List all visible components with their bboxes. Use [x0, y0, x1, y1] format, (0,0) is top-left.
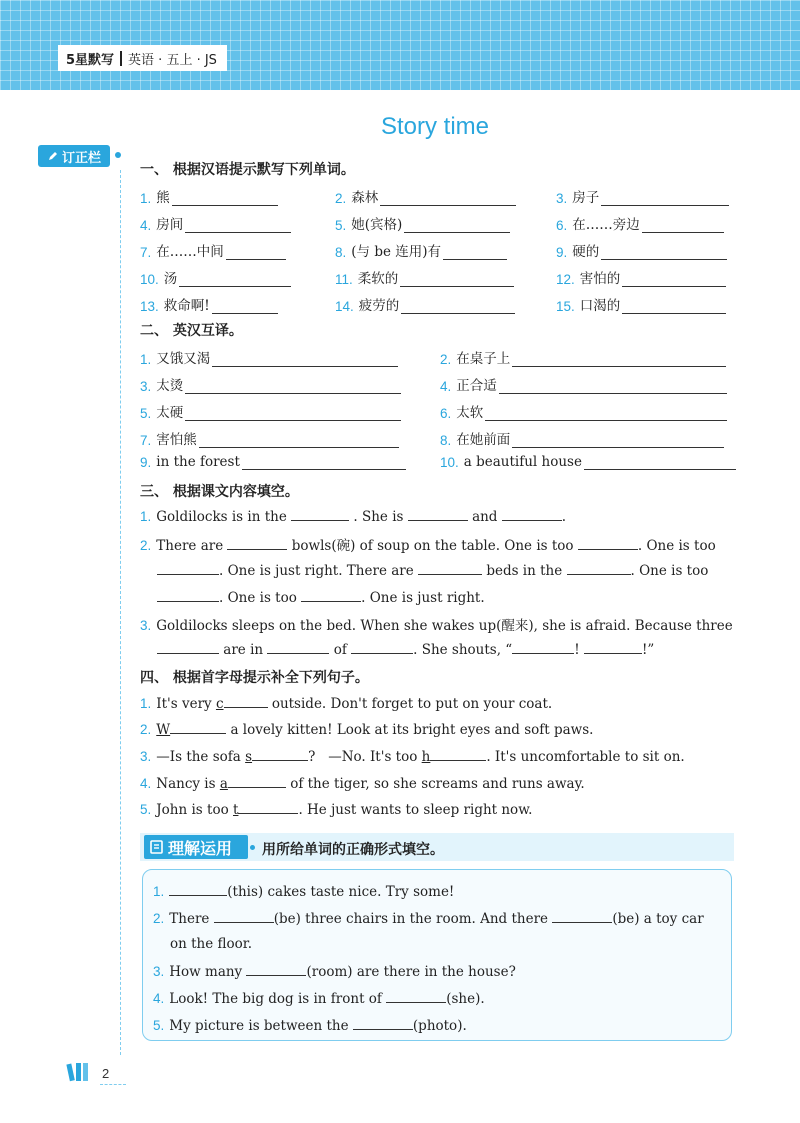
- answer-blank[interactable]: [584, 455, 736, 470]
- answer-blank[interactable]: [185, 406, 401, 421]
- answer-blank[interactable]: [386, 989, 446, 1003]
- list-item: 11. 柔软的: [335, 267, 514, 287]
- answer-blank[interactable]: [224, 694, 268, 708]
- list-item: 10. 汤: [140, 267, 291, 287]
- tag-divider: [120, 51, 122, 66]
- correction-divider: [120, 170, 121, 1055]
- answer-blank[interactable]: [185, 379, 401, 394]
- pencil-icon: [47, 150, 59, 162]
- answer-blank[interactable]: [400, 272, 514, 287]
- answer-blank[interactable]: [169, 882, 227, 896]
- list-item: 8. (与 be 连用)有: [335, 240, 507, 260]
- answer-blank[interactable]: [185, 218, 291, 233]
- answer-blank[interactable]: [212, 352, 398, 367]
- question-line: 4. Look! The big dog is in front of (she).: [153, 991, 485, 1007]
- section2-heading: 二、 英汉互译。: [140, 323, 243, 339]
- answer-blank[interactable]: [552, 909, 612, 923]
- answer-blank[interactable]: [418, 561, 482, 575]
- answer-blank[interactable]: [404, 218, 510, 233]
- answer-blank[interactable]: [408, 507, 468, 521]
- question-line: 3. Goldilocks sleeps on the bed. When she wakes up(醒来), she is afraid. Because three: [140, 618, 733, 634]
- books-icon: [66, 1060, 96, 1082]
- answer-blank[interactable]: [584, 640, 642, 654]
- question-line: . One is just right. There are beds in the . One is too: [157, 561, 708, 579]
- answer-blank[interactable]: [622, 272, 726, 287]
- answer-blank[interactable]: [351, 640, 413, 654]
- subject-label: 英语 · 五上 · JS: [128, 52, 217, 68]
- list-item: 2. 森林: [335, 186, 516, 206]
- question-line: 1. It's very c outside. Don't forget to put on your coat.: [140, 696, 553, 712]
- answer-blank[interactable]: [443, 245, 507, 260]
- question-line: are in of . She shouts, “ ! !”: [157, 640, 654, 658]
- list-item: 13. 救命啊!: [140, 294, 278, 314]
- section5-badge: [144, 835, 248, 859]
- answer-blank[interactable]: [267, 640, 329, 654]
- list-item: 14. 疲劳的: [335, 294, 515, 314]
- list-item: 8. 在她前面: [440, 428, 724, 448]
- answer-blank[interactable]: [238, 800, 298, 814]
- list-item: 12. 害怕的: [556, 267, 726, 287]
- answer-blank[interactable]: [485, 406, 727, 421]
- answer-blank[interactable]: [502, 507, 562, 521]
- answer-blank[interactable]: [512, 352, 726, 367]
- section5-instruction: 用所给单词的正确形式填空。: [262, 842, 444, 858]
- answer-blank[interactable]: [172, 191, 278, 206]
- question-line: 2. There are bowls(碗) of soup on the table. One is too . One is too: [140, 538, 716, 554]
- answer-blank[interactable]: [214, 909, 274, 923]
- list-item: 6. 太软: [440, 401, 727, 421]
- list-item: 10. a beautiful house: [440, 454, 736, 470]
- answer-blank[interactable]: [353, 1016, 413, 1030]
- list-item: 5. 太硬: [140, 401, 401, 421]
- page-number: 2: [102, 1066, 110, 1081]
- page-number-rule: [100, 1084, 126, 1085]
- answer-blank[interactable]: [242, 455, 406, 470]
- answer-blank[interactable]: [199, 433, 399, 448]
- answer-blank[interactable]: [601, 245, 727, 260]
- answer-blank[interactable]: [430, 747, 486, 761]
- question-line: 1. (this) cakes taste nice. Try some!: [153, 884, 455, 900]
- answer-blank[interactable]: [246, 962, 306, 976]
- answer-blank[interactable]: [291, 507, 349, 521]
- list-item: 1. 熊: [140, 186, 278, 206]
- question-line: 5. My picture is between the (photo).: [153, 1018, 467, 1034]
- answer-blank[interactable]: [179, 272, 291, 287]
- page-title: Story time: [380, 113, 490, 140]
- list-item: 3. 太烫: [140, 374, 401, 394]
- question-line: 1. Goldilocks is in the . She is and .: [140, 509, 567, 525]
- list-item: 7. 在……中间: [140, 240, 286, 260]
- section5-badge-label: 理解运用: [168, 838, 233, 858]
- answer-blank[interactable]: [499, 379, 727, 394]
- section1-heading: 一、 根据汉语提示默写下列单词。: [140, 162, 355, 178]
- list-item: 4. 正合适: [440, 374, 727, 394]
- question-line: . One is too . One is just right.: [157, 588, 485, 606]
- answer-blank[interactable]: [380, 191, 516, 206]
- correction-column-badge: [38, 145, 110, 167]
- answer-blank[interactable]: [226, 245, 286, 260]
- badge-dot: [115, 152, 121, 158]
- answer-blank[interactable]: [252, 747, 308, 761]
- badge-dot: [250, 845, 255, 850]
- question-line: 5. John is too t . He just wants to sleep right now.: [140, 802, 533, 818]
- list-item: 3. 房子: [556, 186, 729, 206]
- answer-blank[interactable]: [228, 774, 286, 788]
- question-line: 3. How many (room) are there in the house?: [153, 964, 516, 980]
- list-item: 7. 害怕熊: [140, 428, 399, 448]
- list-item: 9. in the forest: [140, 454, 406, 470]
- answer-blank[interactable]: [567, 561, 631, 575]
- list-item: 2. 在桌子上: [440, 347, 726, 367]
- answer-blank[interactable]: [212, 299, 278, 314]
- series-tag: [58, 45, 227, 71]
- list-item: 4. 房间: [140, 213, 291, 233]
- list-item: 1. 又饿又渴: [140, 347, 398, 367]
- answer-blank[interactable]: [601, 191, 729, 206]
- question-line: 2. There (be) three chairs in the room. And there (be) a toy car: [153, 911, 704, 927]
- answer-blank[interactable]: [512, 433, 724, 448]
- question-line: 3. —Is the sofa s ? —No. It's too h . It's uncomfortable to sit on.: [140, 749, 685, 765]
- section4-heading: 四、 根据首字母提示补全下列句子。: [140, 670, 369, 686]
- notebook-icon: [149, 839, 165, 855]
- answer-blank[interactable]: [157, 588, 219, 602]
- brand-label: 5星默写: [66, 52, 115, 68]
- list-item: 9. 硬的: [556, 240, 727, 260]
- correction-label: 订正栏: [61, 150, 101, 166]
- answer-blank[interactable]: [512, 640, 574, 654]
- answer-blank[interactable]: [157, 640, 219, 654]
- question-line: on the floor.: [170, 936, 253, 952]
- section3-heading: 三、 根据课文内容填空。: [140, 484, 299, 500]
- answer-blank[interactable]: [301, 588, 361, 602]
- list-item: 15. 口渴的: [556, 294, 726, 314]
- list-item: 5. 她(宾格): [335, 213, 510, 233]
- answer-blank[interactable]: [227, 536, 287, 550]
- answer-blank[interactable]: [622, 299, 726, 314]
- question-line: 2. W a lovely kitten! Look at its bright eyes and soft paws.: [140, 722, 594, 738]
- answer-blank[interactable]: [642, 218, 724, 233]
- list-item: 6. 在……旁边: [556, 213, 724, 233]
- answer-blank[interactable]: [170, 720, 226, 734]
- answer-blank[interactable]: [578, 536, 638, 550]
- answer-blank[interactable]: [157, 561, 219, 575]
- answer-blank[interactable]: [401, 299, 515, 314]
- question-line: 4. Nancy is a of the tiger, so she screams and runs away.: [140, 776, 585, 792]
